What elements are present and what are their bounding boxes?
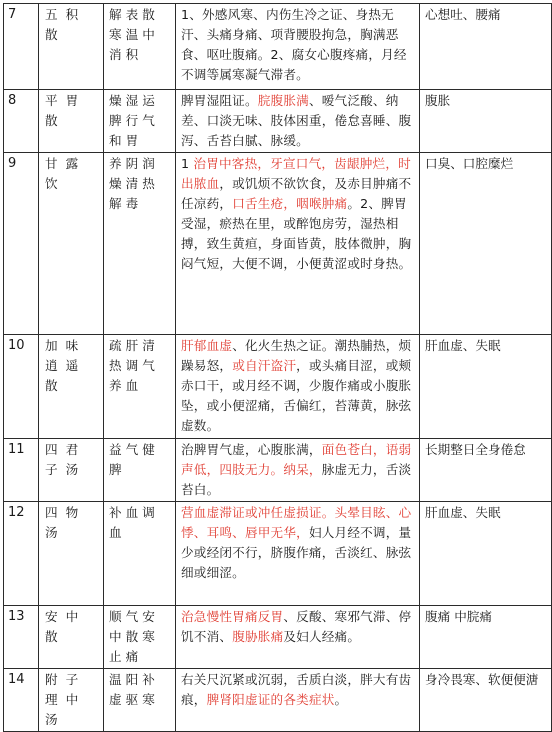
highlighted-text: 脾肾阳虚证的各类症状 [206, 692, 335, 707]
formula-name: 四物汤 [39, 502, 104, 606]
text-segment: 。2、脾胃受湿，瘀热在里，或醉饱房劳，湿热相搏，致生黄疸，身面皆黄，肢体微肿，胸闷气短，大便不调，小便黄涩或时身热。 [181, 196, 412, 271]
highlighted-text: 口舌生疮，咽喉肿痛 [232, 196, 348, 211]
table-row [4, 502, 552, 606]
formula-name: 平胃散 [39, 90, 104, 153]
indication-text [176, 439, 420, 502]
highlighted-text: 腹胁胀痛 [232, 629, 284, 644]
table-row [4, 669, 552, 732]
formula-function: 养阴润燥清热解毒 [104, 153, 176, 335]
formula-function: 补血调血 [104, 502, 176, 606]
formula-name: 附子理中汤 [39, 669, 104, 732]
indication-text [176, 502, 420, 606]
indication-text [176, 606, 420, 669]
text-segment: 。 [334, 692, 348, 707]
row-number: 9 [4, 153, 39, 335]
symptom-text: 长期整日全身倦怠 [420, 439, 552, 502]
text-segment: 1 [181, 156, 194, 171]
text-segment: 脉虚无力，舌淡苔白。 [181, 462, 412, 497]
text-segment: 及妇人经痛。 [283, 629, 361, 644]
indication-text [176, 669, 420, 732]
text-segment: 妇人月经不调，量少或经闭不行，脐腹作痛，舌淡红、脉弦细或细涩。 [181, 525, 412, 580]
formula-function: 顺气安中散寒止痛 [104, 606, 176, 669]
formula-name: 加味逍遥散 [39, 335, 104, 439]
row-number: 12 [4, 502, 39, 606]
formula-name: 五积散 [39, 4, 104, 90]
indication-text [176, 335, 420, 439]
highlighted-text: 脘腹胀满 [257, 93, 309, 108]
row-number: 8 [4, 90, 39, 153]
table-row [4, 90, 552, 153]
table-row [4, 606, 552, 669]
formula-function: 疏肝清热调气养血 [104, 335, 176, 439]
table-row [4, 4, 552, 90]
row-number: 14 [4, 669, 39, 732]
indication-text [176, 4, 420, 90]
symptom-text: 腹痛 中脘痛 [420, 606, 552, 669]
highlighted-text: 营血虚滞证或冲任虚损证。头晕目眩、心悸、耳鸣、唇甲无华， [181, 505, 412, 540]
row-number: 13 [4, 606, 39, 669]
symptom-text: 腹胀 [420, 90, 552, 153]
formula-name: 四君子汤 [39, 439, 104, 502]
table-row [4, 439, 552, 502]
formula-function: 解表散寒温中消积 [104, 4, 176, 90]
table-body [4, 4, 552, 732]
symptom-text: 口臭、口腔糜烂 [420, 153, 552, 335]
symptom-text: 身冷畏寒、软便便溏 [420, 669, 552, 732]
text-segment: 、反酸、寒邪气滞、停饥不消、 [181, 609, 412, 644]
row-number: 7 [4, 4, 39, 90]
text-segment: ，或头痛目涩，或颊赤口干，或月经不调，少腹作痛或小腹胀坠，或小便涩痛，舌偏红，苔薄黄，脉弦虚数。 [181, 358, 412, 433]
row-number: 11 [4, 439, 39, 502]
indication-text [176, 90, 420, 153]
text-segment: 1、外感风寒、内伤生冷之证、身热无汗、头痛身痛、项背腰股拘急，胸满恶食、呕吐腹痛。2、腐女心腹疼痛，月经不调等属寒凝气滞者。 [181, 7, 407, 82]
highlighted-text: 面色苍白，语弱声低，四肢无力。纳呆， [181, 442, 412, 477]
indication-text [176, 153, 420, 335]
highlighted-text: 治急慢性胃痛反胃 [181, 609, 284, 624]
table-row [4, 335, 552, 439]
text-segment: 治脾胃气虚，心腹胀满， [181, 442, 322, 457]
text-segment: 、化火生热之证。潮热脯热，烦躁易怒， [181, 338, 412, 373]
symptom-text: 肝血虚、失眠 [420, 335, 552, 439]
highlighted-text: 治胃中客热，牙宣口气，齿龈肿烂，时出脓血 [181, 156, 411, 191]
symptom-text: 心想吐、腰痛 [420, 4, 552, 90]
formula-function: 益气健脾 [104, 439, 176, 502]
highlighted-text: 或自汗盗汗 [232, 358, 297, 373]
herbal-formula-table [3, 3, 552, 732]
text-segment: 、嗳气泛酸、纳差、口淡无味、肢体困重，倦怠喜睡、腹泻、舌苔白腻、脉缓。 [181, 93, 412, 148]
text-segment: ，或饥烦不欲饮食，及赤目肿痛不任凉药， [181, 176, 412, 211]
text-segment: 右关尺沉紧或沉弱，舌质白淡，胖大有齿痕， [181, 672, 412, 707]
formula-name: 甘露饮 [39, 153, 104, 335]
row-number: 10 [4, 335, 39, 439]
formula-name: 安中散 [39, 606, 104, 669]
symptom-text: 肝血虚、失眠 [420, 502, 552, 606]
table-row [4, 153, 552, 335]
formula-function: 燥湿运脾行气和胃 [104, 90, 176, 153]
formula-function: 温阳补虚驱寒 [104, 669, 176, 732]
highlighted-text: 肝郁血虚 [181, 338, 233, 353]
text-segment: 脾胃湿阻证。 [181, 93, 258, 108]
